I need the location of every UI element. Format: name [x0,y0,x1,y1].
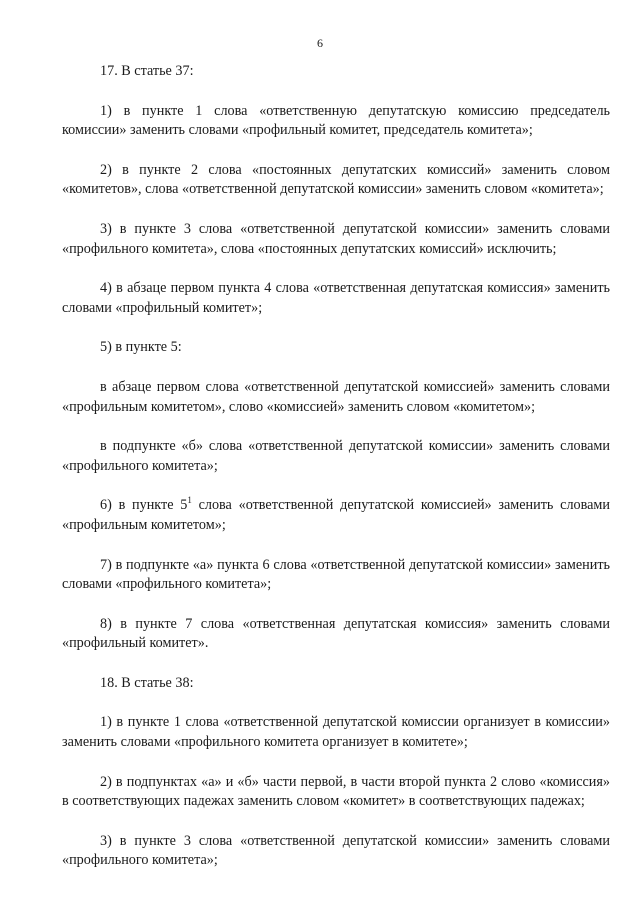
paragraph-article-38-item-3: 3) в пункте 3 слова «ответственной депутатской комиссии» заменить словами «профильного комитета»; [62,832,610,869]
paragraph-article-38-heading: 18. В статье 38: [100,674,194,691]
page-number: 6 [317,36,323,50]
paragraph-item-6-start: 6) в пункте 5 [100,497,188,514]
paragraph-article-37-heading: 17. В статье 37: [100,63,194,79]
paragraph-item-2: 2) в пункте 2 слова «постоянных депутатских комиссий» заменить словом «комитетов», слова «ответственной депутатской комиссии» заменить словом «комитета»; [62,161,610,198]
paragraph-item-6 [62,496,610,535]
paragraph-item-5: 5) в пункте 5: [100,339,182,356]
paragraph-item-1: 1) в пункте 1 слова «ответственную депутатскую комиссию председатель комиссии» заменить словами «профильный комитет, председатель комитета»; [62,102,610,139]
paragraph-item-4: 4) в абзаце первом пункта 4 слова «ответственная депутатская комиссия» заменить словами «профильный комитет»; [62,280,610,316]
paragraph-item-3: 3) в пункте 3 слова «ответственной депутатской комиссии» заменить словами «профильного комитета», слова «постоянных депутатских комиссий» исключить; [62,220,610,257]
document-body [62,62,610,871]
paragraph-item-5-subpoint-b: в подпункте «б» слова «ответственной депутатской комиссии» заменить словами «профильного комитета»; [62,438,610,474]
paragraph-article-38-item-2: 2) в подпунктах «а» и «б» части первой, в части второй пункта 2 слово «комиссия» в соответствующих падежах заменить словом «комитет» в соответствующих падежах; [62,773,610,810]
paragraph-item-6-end: слова «ответственной депутатской комиссией» заменить словами «профильным комитетом»; [62,497,610,533]
paragraph-item-7: 7) в подпункте «а» пункта 6 слова «ответственной депутатской комиссии» заменить словами «профильного комитета»; [62,556,610,593]
superscript-index: 1 [187,494,192,505]
paragraph-item-5-abzac: в абзаце первом слова «ответственной депутатской комиссией» заменить словами «профильным комитетом», слово «комиссией» заменить словом «комитетом»; [62,378,610,415]
paragraph-item-8: 8) в пункте 7 слова «ответственная депутатская комиссия» заменить словами «профильный комитет». [62,615,610,652]
paragraph-article-38-item-1: 1) в пункте 1 слова «ответственной депутатской комиссии организует в комиссии» заменить словами «профильного комитета организует в комитете»; [62,714,610,751]
